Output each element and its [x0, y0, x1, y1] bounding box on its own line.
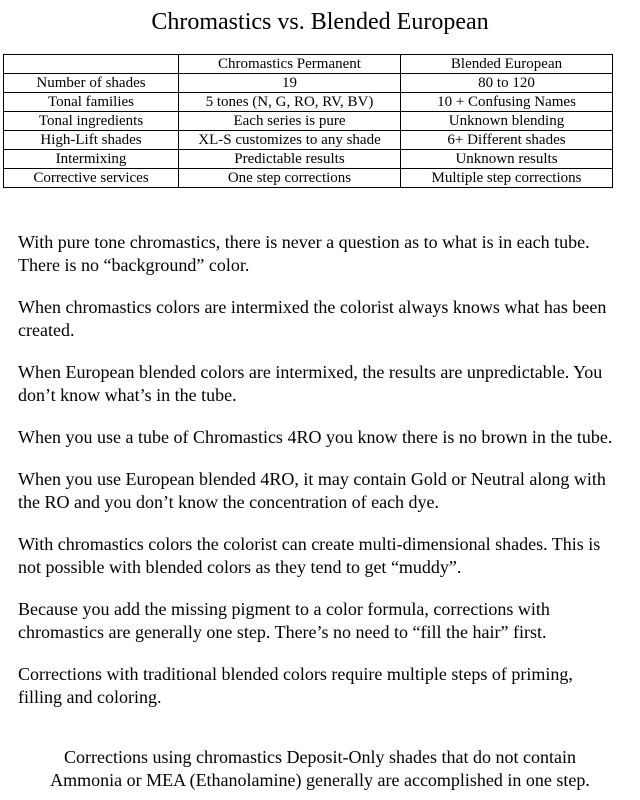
table-header-blended: Blended European — [401, 55, 613, 74]
table-row — [4, 112, 613, 131]
table-cell: Predictable results — [179, 150, 401, 169]
table-cell: 19 — [179, 74, 401, 93]
comparison-table — [3, 54, 613, 188]
paragraph: Because you add the missing pigment to a color formula, corrections with chromastics are generally one step. There’s no need to “fill the hair” first. — [18, 599, 550, 642]
table-header-blank — [4, 55, 179, 74]
table-cell: 6+ Different shades — [401, 131, 613, 150]
page-title: Chromastics vs. Blended European — [151, 9, 489, 35]
table-cell-label: Tonal families — [4, 93, 179, 112]
closing-line: Ammonia or MEA (Ethanolamine) generally are accomplished in one step. — [50, 770, 590, 790]
table-cell-label: Corrective services — [4, 169, 179, 188]
paragraph: When chromastics colors are intermixed the colorist always knows what has been created. — [18, 297, 607, 340]
table-cell: 5 tones (N, G, RO, RV, BV) — [179, 93, 401, 112]
table-row — [4, 169, 613, 188]
table-header-chromastics: Chromastics Permanent — [179, 55, 401, 74]
closing-statement — [0, 746, 640, 792]
table-row — [4, 93, 613, 112]
table-cell: XL-S customizes to any shade — [179, 131, 401, 150]
table-row — [4, 150, 613, 169]
table-cell: Unknown blending — [401, 112, 613, 131]
paragraph: With pure tone chromastics, there is never a question as to what is in each tube. There is no “background” color. — [18, 232, 590, 275]
table-row — [4, 74, 613, 93]
paragraph: Corrections with traditional blended colors require multiple steps of priming, filling and coloring. — [18, 664, 573, 707]
table-header-row — [4, 55, 613, 74]
paragraph: When you use a tube of Chromastics 4RO you know there is no brown in the tube. — [18, 427, 613, 447]
table-cell: Unknown results — [401, 150, 613, 169]
table-cell: 80 to 120 — [401, 74, 613, 93]
body-paragraphs — [18, 231, 618, 728]
table-cell: 10 + Confusing Names — [401, 93, 613, 112]
paragraph: With chromastics colors the colorist can create multi-dimensional shades. This is not possible with blended colors as they tend to get “muddy”. — [18, 534, 601, 577]
table-cell-label: Intermixing — [4, 150, 179, 169]
closing-line: Corrections using chromastics Deposit-Only shades that do not contain — [64, 747, 576, 767]
table-cell: One step corrections — [179, 169, 401, 188]
table-row — [4, 131, 613, 150]
table-cell: Multiple step corrections — [401, 169, 613, 188]
paragraph: When you use European blended 4RO, it may contain Gold or Neutral along with the RO and you don’t know the concentration of each dye. — [18, 469, 606, 512]
table-cell-label: Number of shades — [4, 74, 179, 93]
paragraph: When European blended colors are intermixed, the results are unpredictable. You don’t know what’s in the tube. — [18, 362, 603, 405]
table-cell-label: Tonal ingredients — [4, 112, 179, 131]
table-cell: Each series is pure — [179, 112, 401, 131]
table-cell-label: High-Lift shades — [4, 131, 179, 150]
